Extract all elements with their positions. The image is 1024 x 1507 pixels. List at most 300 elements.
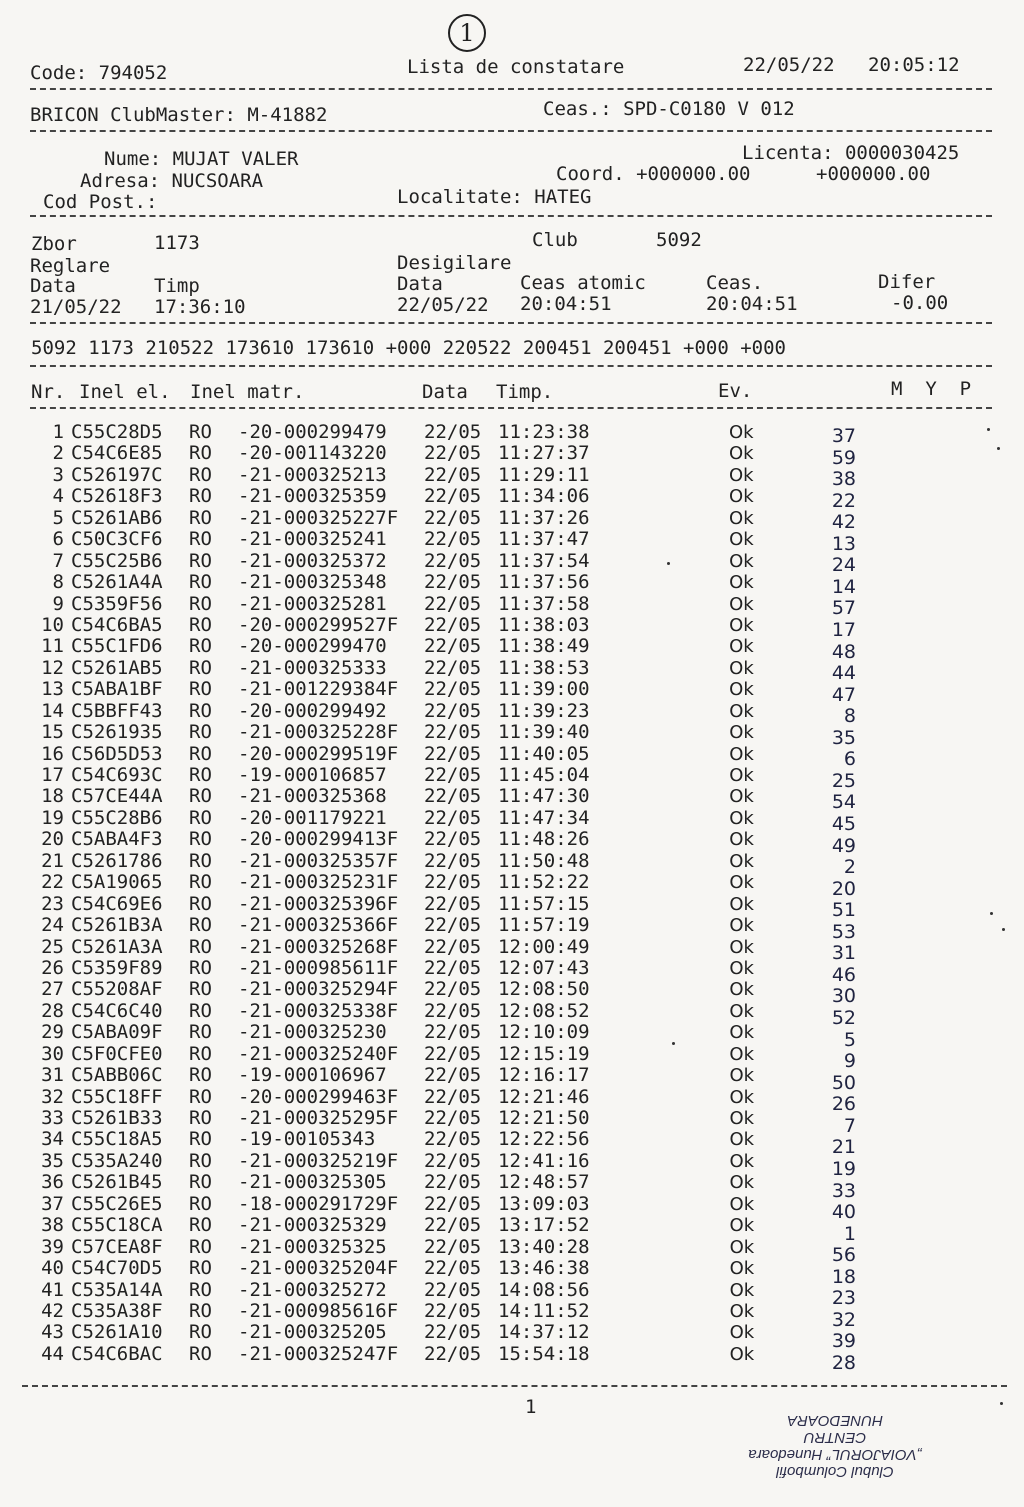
row-inel-matr: -20-001143220 <box>238 442 387 465</box>
row-number: 21 <box>41 849 64 872</box>
des-data-label: Data <box>397 273 443 295</box>
table-row <box>0 1321 1024 1353</box>
row-inel-matr: -21-000325325 <box>238 1235 387 1258</box>
table-row <box>0 1128 1024 1159</box>
row-date: 22/05 <box>424 742 482 765</box>
row-ev: Ok <box>729 765 754 786</box>
row-date: 22/05 <box>424 656 482 679</box>
row-time: 12:22:56 <box>498 1128 590 1151</box>
row-country: RO <box>189 892 212 915</box>
row-time: 11:45:04 <box>498 764 590 786</box>
row-country: RO <box>189 1321 212 1344</box>
row-number: 44 <box>41 1342 64 1365</box>
row-country: RO <box>189 1128 212 1151</box>
row-inel-matr: -19-000106857 <box>238 764 387 786</box>
row-handwritten-number: 57 <box>831 597 856 620</box>
row-time: 11:39:40 <box>498 721 590 744</box>
row-date: 22/05 <box>424 785 482 808</box>
clock-label: Ceas.: SPD-C0180 V 012 <box>543 98 795 120</box>
row-time: 12:08:50 <box>498 978 590 1001</box>
row-number: 27 <box>41 978 64 1001</box>
row-inel-el: C55C18FF <box>71 1085 163 1108</box>
row-inel-el: C5359F56 <box>71 592 163 615</box>
row-time: 14:08:56 <box>498 1278 590 1301</box>
row-time: 11:37:26 <box>498 506 590 529</box>
table-row <box>0 1299 1024 1331</box>
table-row <box>0 1021 1024 1051</box>
row-handwritten-number: 31 <box>831 942 856 965</box>
table-row <box>0 806 1024 836</box>
row-date: 22/05 <box>424 635 482 658</box>
row-inel-matr: -21-000325359 <box>238 485 387 508</box>
row-number: 20 <box>41 828 64 851</box>
divider <box>30 88 992 90</box>
row-time: 13:17:52 <box>498 1214 590 1237</box>
row-time: 14:11:52 <box>498 1299 590 1322</box>
row-date: 22/05 <box>424 528 482 551</box>
table-row <box>0 1171 1024 1202</box>
stamp-line: HUNEDOARA <box>787 1412 883 1429</box>
row-time: 13:46:38 <box>498 1257 590 1280</box>
row-inel-matr: -21-000325241 <box>238 528 387 551</box>
row-country: RO <box>189 935 212 958</box>
row-number: 41 <box>41 1278 64 1301</box>
row-handwritten-number: 13 <box>831 532 856 555</box>
row-country: RO <box>189 1278 212 1301</box>
row-inel-matr: -21-000325205 <box>238 1321 387 1344</box>
row-handwritten-number: 9 <box>843 1050 856 1073</box>
row-time: 11:37:56 <box>498 571 590 594</box>
row-inel-el: C55C25B6 <box>71 549 163 572</box>
col-inel-matr: Inel matr. <box>190 381 305 403</box>
row-inel-el: C55C28D5 <box>71 421 163 443</box>
table-row <box>0 656 1024 685</box>
row-ev: Ok <box>729 486 754 508</box>
table-row <box>0 678 1024 706</box>
row-inel-el: C55C18CA <box>71 1214 163 1237</box>
row-number: 3 <box>52 463 64 486</box>
page-number: 1 <box>525 1396 537 1418</box>
row-date: 22/05 <box>424 592 482 615</box>
row-handwritten-number: 8 <box>843 705 856 728</box>
row-handwritten-number: 5 <box>843 1028 856 1051</box>
row-time: 11:57:19 <box>498 914 590 937</box>
col-ev: Ev. <box>718 380 753 402</box>
row-time: 13:40:28 <box>498 1235 590 1258</box>
row-number: 39 <box>41 1235 64 1258</box>
row-ev: Ok <box>729 829 754 851</box>
row-inel-matr: -20-000299519F <box>238 742 399 765</box>
row-inel-matr: -21-000325348 <box>238 571 387 594</box>
row-time: 11:52:22 <box>498 871 590 894</box>
row-time: 11:34:06 <box>498 485 590 508</box>
row-inel-el: C5ABA09F <box>71 1021 163 1044</box>
row-date: 22/05 <box>424 571 482 594</box>
row-time: 11:40:05 <box>498 742 590 765</box>
row-inel-matr: -21-000325333 <box>238 656 387 679</box>
row-ev: Ok <box>729 1150 755 1172</box>
row-time: 13:09:03 <box>498 1192 590 1215</box>
row-number: 15 <box>41 721 64 744</box>
row-inel-el: C54C6E85 <box>71 442 163 465</box>
row-time: 11:57:15 <box>498 892 590 915</box>
row-country: RO <box>189 849 212 872</box>
header-time: 20:05:12 <box>868 54 960 76</box>
row-number: 4 <box>52 485 64 508</box>
row-country: RO <box>189 421 212 443</box>
row-country: RO <box>189 656 212 679</box>
row-inel-el: C5ABA1BF <box>71 678 163 701</box>
coordinates: Coord. +000000.00 <box>556 163 751 185</box>
row-inel-matr: -21-000325281 <box>238 592 387 615</box>
header-date: 22/05/22 <box>743 54 835 76</box>
atomic-clock-label: Ceas atomic <box>520 272 646 294</box>
page-marker-circle: 1 <box>448 14 486 52</box>
row-inel-el: C50C3CF6 <box>71 528 163 551</box>
row-inel-el: C55208AF <box>71 978 163 1001</box>
table-row <box>0 549 1024 577</box>
row-date: 22/05 <box>424 678 482 701</box>
speck <box>997 447 1000 450</box>
des-clock-time: 20:04:51 <box>706 293 798 315</box>
row-inel-el: C55C1FD6 <box>71 635 163 658</box>
row-handwritten-number: 46 <box>831 963 856 986</box>
col-timp: Timp. <box>496 381 554 403</box>
row-inel-el: C56D5D53 <box>71 742 163 765</box>
row-inel-el: C5261935 <box>71 721 163 744</box>
row-inel-matr: -19-000106967 <box>238 1064 387 1087</box>
row-inel-matr: -21-000325228F <box>238 721 399 744</box>
row-country: RO <box>189 806 212 829</box>
speck <box>990 912 993 915</box>
row-number: 22 <box>41 871 64 894</box>
row-inel-matr: -21-000325268F <box>238 935 399 958</box>
row-ev: Ok <box>729 872 754 894</box>
clock-column-label: Ceas. <box>706 272 764 294</box>
owner-name: Nume: MUJAT VALER <box>104 148 299 170</box>
row-handwritten-number: 56 <box>831 1244 856 1267</box>
row-country: RO <box>189 1299 212 1322</box>
row-date: 22/05 <box>424 871 482 894</box>
col-data: Data <box>422 381 468 403</box>
table-row <box>0 699 1024 728</box>
row-ev: Ok <box>729 893 754 915</box>
row-time: 12:21:50 <box>498 1107 590 1129</box>
table-row <box>0 828 1024 857</box>
row-ev: Ok <box>729 1236 755 1258</box>
row-date: 22/05 <box>424 1342 482 1365</box>
row-number: 31 <box>41 1064 64 1087</box>
divider <box>30 365 992 367</box>
row-ev: Ok <box>729 1086 755 1108</box>
row-ev: Ok <box>729 1279 755 1301</box>
row-inel-matr: -20-000299479 <box>238 421 387 443</box>
row-country: RO <box>189 592 212 615</box>
divider <box>30 322 992 324</box>
row-date: 22/05 <box>424 999 482 1022</box>
table-row <box>0 785 1024 814</box>
row-inel-el: C5261A4A <box>71 571 163 594</box>
row-date: 22/05 <box>424 1299 482 1322</box>
row-date: 22/05 <box>424 1235 482 1258</box>
table-row <box>0 742 1024 771</box>
row-ev: Ok <box>729 979 754 1001</box>
row-number: 34 <box>41 1128 64 1151</box>
row-inel-matr: -21-000325305 <box>238 1171 387 1194</box>
row-time: 12:15:19 <box>498 1042 590 1065</box>
row-handwritten-number: 47 <box>831 683 856 706</box>
row-time: 11:37:54 <box>498 549 590 572</box>
des-atomic-time: 20:04:51 <box>520 293 612 315</box>
table-row <box>0 914 1024 943</box>
row-country: RO <box>189 506 212 529</box>
row-time: 12:10:09 <box>498 1021 590 1044</box>
row-ev: Ok <box>729 636 754 658</box>
row-number: 19 <box>41 806 64 829</box>
row-ev: Ok <box>729 1215 755 1237</box>
row-ev: Ok <box>729 507 754 529</box>
row-date: 22/05 <box>424 892 482 915</box>
row-handwritten-number: 22 <box>831 489 856 512</box>
row-number: 40 <box>41 1257 64 1280</box>
table-row <box>0 506 1024 534</box>
row-ev: Ok <box>729 529 754 551</box>
row-handwritten-number: 42 <box>831 511 856 534</box>
row-country: RO <box>189 1235 212 1258</box>
row-inel-matr: -21-000325368 <box>238 785 387 808</box>
divider <box>30 215 992 217</box>
row-handwritten-number: 32 <box>831 1308 856 1331</box>
speck <box>987 428 990 431</box>
reg-data-label: Data <box>30 275 76 297</box>
row-handwritten-number: 45 <box>831 813 856 836</box>
row-ev: Ok <box>729 1000 754 1022</box>
row-country: RO <box>189 678 212 701</box>
row-time: 11:50:48 <box>498 849 590 872</box>
row-handwritten-number: 44 <box>831 662 856 685</box>
row-number: 37 <box>41 1192 64 1215</box>
col-inel-el: Inel el. <box>79 381 171 403</box>
row-country: RO <box>189 785 212 808</box>
row-time: 12:48:57 <box>498 1171 590 1194</box>
results-table <box>0 421 1024 1374</box>
row-handwritten-number: 28 <box>831 1351 856 1374</box>
table-row <box>0 421 1024 447</box>
row-inel-matr: -21-000325366F <box>238 914 399 937</box>
row-handwritten-number: 54 <box>831 791 856 814</box>
row-number: 28 <box>41 999 64 1022</box>
row-ev: Ok <box>729 1022 754 1044</box>
row-country: RO <box>189 764 212 786</box>
table-row <box>0 1149 1024 1180</box>
row-country: RO <box>189 1192 212 1215</box>
row-country: RO <box>189 1214 212 1237</box>
row-ev: Ok <box>729 1343 755 1365</box>
table-row <box>0 956 1024 986</box>
row-time: 12:07:43 <box>498 956 590 979</box>
row-country: RO <box>189 1021 212 1044</box>
row-ev: Ok <box>729 915 754 937</box>
row-number: 13 <box>41 678 64 701</box>
row-number: 42 <box>41 1299 64 1322</box>
row-date: 22/05 <box>424 721 482 744</box>
row-number: 36 <box>41 1171 64 1194</box>
row-handwritten-number: 52 <box>831 1007 856 1030</box>
row-time: 11:38:03 <box>498 613 590 636</box>
row-country: RO <box>189 442 212 465</box>
table-row <box>0 528 1024 555</box>
row-inel-matr: -21-000985616F <box>238 1299 399 1322</box>
row-inel-matr: -21-000325272 <box>238 1278 387 1301</box>
row-inel-matr: -21-000325227F <box>238 506 399 529</box>
row-ev: Ok <box>729 1322 755 1344</box>
row-time: 11:39:00 <box>498 678 590 701</box>
row-date: 22/05 <box>424 828 482 851</box>
row-inel-matr: -19-00105343 <box>238 1128 376 1151</box>
row-handwritten-number: 1 <box>843 1222 856 1245</box>
row-inel-matr: -21-000325230 <box>238 1021 387 1044</box>
row-number: 16 <box>41 742 64 765</box>
row-date: 22/05 <box>424 1278 482 1301</box>
row-date: 22/05 <box>424 1321 482 1344</box>
row-handwritten-number: 38 <box>831 468 856 491</box>
row-ev: Ok <box>729 550 754 572</box>
row-ev: Ok <box>729 722 754 744</box>
club-value: 5092 <box>656 229 702 251</box>
row-handwritten-number: 24 <box>831 554 856 577</box>
row-date: 22/05 <box>424 1085 482 1108</box>
row-number: 8 <box>52 571 64 594</box>
row-date: 22/05 <box>424 699 482 722</box>
row-handwritten-number: 33 <box>831 1179 856 1202</box>
row-inel-el: C54C69E6 <box>71 892 163 915</box>
col-nr: Nr. <box>31 381 66 403</box>
row-inel-el: C5A19065 <box>71 871 163 894</box>
row-inel-el: C55C28B6 <box>71 806 163 829</box>
row-inel-matr: -21-000325329 <box>238 1214 387 1237</box>
divider <box>30 407 992 409</box>
stamp-line: CENTRU <box>803 1429 867 1446</box>
row-ev: Ok <box>729 957 754 979</box>
table-row <box>0 1235 1024 1267</box>
row-date: 22/05 <box>424 463 482 486</box>
row-country: RO <box>189 613 212 636</box>
row-inel-matr: -21-000325213 <box>238 463 387 486</box>
row-time: 11:47:34 <box>498 806 590 829</box>
owner-address: Adresa: NUCSOARA <box>80 170 264 192</box>
row-handwritten-number: 20 <box>831 877 856 900</box>
row-handwritten-number: 18 <box>831 1265 856 1288</box>
row-number: 33 <box>41 1107 64 1129</box>
zbor-label: Zbor <box>31 233 77 255</box>
table-row <box>0 463 1024 491</box>
row-inel-el: C535A14A <box>71 1278 163 1301</box>
row-date: 22/05 <box>424 549 482 572</box>
col-myp: M Y P <box>891 378 972 400</box>
row-country: RO <box>189 1042 212 1065</box>
code-label: Code: 794052 <box>30 62 168 84</box>
row-inel-matr: -21-001229384F <box>238 678 399 701</box>
row-date: 22/05 <box>424 764 482 786</box>
row-inel-el: C5261B33 <box>71 1107 163 1129</box>
row-handwritten-number: 6 <box>843 748 856 771</box>
row-date: 22/05 <box>424 1257 482 1280</box>
row-date: 22/05 <box>424 849 482 872</box>
table-row <box>0 1107 1024 1137</box>
row-inel-el: C5F0CFE0 <box>71 1042 163 1065</box>
speck <box>672 1042 675 1045</box>
row-country: RO <box>189 635 212 658</box>
row-inel-matr: -21-000325357F <box>238 849 399 872</box>
row-inel-matr: -21-000325396F <box>238 892 399 915</box>
row-handwritten-number: 25 <box>831 769 856 792</box>
row-inel-el: C57CEA8F <box>71 1235 163 1258</box>
row-handwritten-number: 53 <box>831 920 856 943</box>
row-time: 12:08:52 <box>498 999 590 1022</box>
row-ev: Ok <box>729 1129 755 1151</box>
row-country: RO <box>189 828 212 851</box>
des-date: 22/05/22 <box>397 294 489 316</box>
row-country: RO <box>189 549 212 572</box>
row-inel-matr: -20-000299463F <box>238 1085 399 1108</box>
row-inel-matr: -21-000325372 <box>238 549 387 572</box>
row-date: 22/05 <box>424 1149 482 1172</box>
table-row <box>0 978 1024 1008</box>
summary-line: 5092 1173 210522 173610 173610 +000 220522 200451 200451 +000 +000 <box>31 337 786 359</box>
row-time: 11:23:38 <box>498 421 590 443</box>
row-ev: Ok <box>729 1043 755 1065</box>
row-time: 11:37:58 <box>498 592 590 615</box>
row-ev: Ok <box>729 1300 755 1322</box>
row-time: 11:39:23 <box>498 699 590 722</box>
row-time: 12:21:46 <box>498 1085 590 1108</box>
difer-value: -0.00 <box>891 292 949 314</box>
row-ev: Ok <box>729 572 754 594</box>
table-row <box>0 1042 1024 1073</box>
row-inel-matr: -20-001179221 <box>238 806 387 829</box>
row-inel-matr: -21-000325219F <box>238 1149 399 1172</box>
row-ev: Ok <box>729 1172 755 1194</box>
row-number: 24 <box>41 914 64 937</box>
row-country: RO <box>189 1171 212 1194</box>
row-number: 38 <box>41 1214 64 1237</box>
row-inel-el: C535A240 <box>71 1149 163 1172</box>
row-inel-el: C5261A3A <box>71 935 163 958</box>
table-row <box>0 849 1024 879</box>
row-date: 22/05 <box>424 1021 482 1044</box>
row-country: RO <box>189 914 212 937</box>
row-inel-matr: -21-000325338F <box>238 999 399 1022</box>
row-ev: Ok <box>729 786 754 808</box>
row-number: 43 <box>41 1321 64 1344</box>
row-country: RO <box>189 999 212 1022</box>
owner-postal: Cod Post.: <box>43 191 158 213</box>
table-row <box>0 613 1024 642</box>
desigilare-label: Desigilare <box>397 252 512 274</box>
row-country: RO <box>189 871 212 894</box>
row-handwritten-number: 7 <box>843 1114 856 1137</box>
row-inel-matr: -21-000325240F <box>238 1042 399 1065</box>
row-date: 22/05 <box>424 1107 482 1129</box>
row-country: RO <box>189 1257 212 1280</box>
row-inel-el: C5261B3A <box>71 914 163 937</box>
row-inel-matr: -20-000299527F <box>238 613 399 636</box>
device-label: BRICON ClubMaster: M-41882 <box>30 104 328 126</box>
row-country: RO <box>189 1064 212 1087</box>
row-country: RO <box>189 699 212 722</box>
row-country: RO <box>189 463 212 486</box>
row-date: 22/05 <box>424 1214 482 1237</box>
